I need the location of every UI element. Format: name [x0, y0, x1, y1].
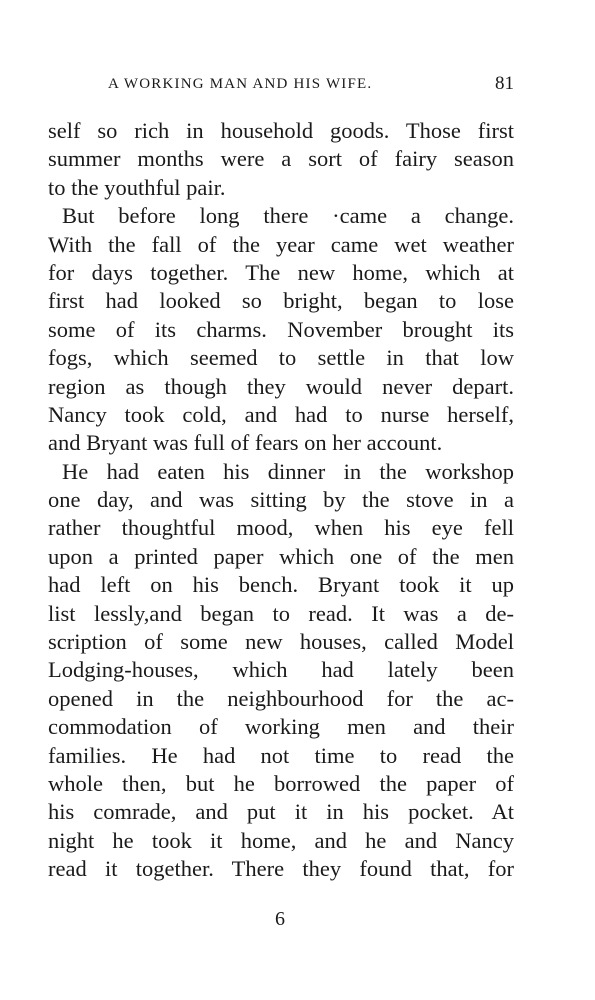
- body-text: [48, 117, 514, 884]
- text-line: night he took it home, and he and Nancy: [48, 827, 514, 853]
- running-title: A WORKING MAN AND HIS WIFE.: [108, 76, 373, 92]
- text-line: for days together. The new home, which at: [48, 259, 514, 285]
- text-line: fogs, which seemed to settle in that low: [48, 345, 514, 371]
- text-line: had left on his bench. Bryant took it up: [48, 572, 514, 598]
- text-line: and Bryant was full of fears on her account.: [48, 430, 443, 456]
- text-line: read it together. There they found that, for: [48, 856, 514, 882]
- text-line: Lodging-houses, which had lately been: [48, 657, 514, 683]
- text-line: commodation of working men and their: [48, 714, 514, 740]
- text-line: to the youthful pair.: [48, 174, 226, 200]
- text-line: region as though they would never depart.: [48, 373, 514, 399]
- text-line: upon a printed paper which one of the men: [48, 543, 514, 569]
- text-line: But before long there ·came a change.: [62, 203, 514, 229]
- text-line: summer months were a sort of fairy season: [48, 146, 514, 172]
- text-line: his comrade, and put it in his pocket. At: [48, 799, 514, 825]
- text-line: Nancy took cold, and had to nurse herself,: [48, 401, 514, 427]
- text-line: one day, and was sitting by the stove in a: [48, 487, 514, 513]
- text-line: some of its charms. November brought its: [48, 316, 514, 342]
- text-line: first had looked so bright, began to lose: [48, 288, 514, 314]
- text-line: self so rich in household goods. Those first: [48, 118, 514, 143]
- text-line: whole then, but he borrowed the paper of: [48, 770, 514, 796]
- text-line: list lessly,and began to read. It was a de-: [48, 600, 514, 626]
- text-line: opened in the neighbourhood for the ac-: [48, 685, 514, 711]
- text-line: scription of some new houses, called Model: [48, 629, 514, 655]
- text-line: families. He had not time to read the: [48, 742, 514, 768]
- text-line: rather thoughtful mood, when his eye fell: [48, 515, 514, 541]
- text-line: With the fall of the year came wet weather: [48, 231, 514, 257]
- signature-mark: 6: [275, 908, 285, 930]
- page-number: 81: [495, 73, 514, 94]
- text-line: He had eaten his dinner in the workshop: [62, 458, 514, 484]
